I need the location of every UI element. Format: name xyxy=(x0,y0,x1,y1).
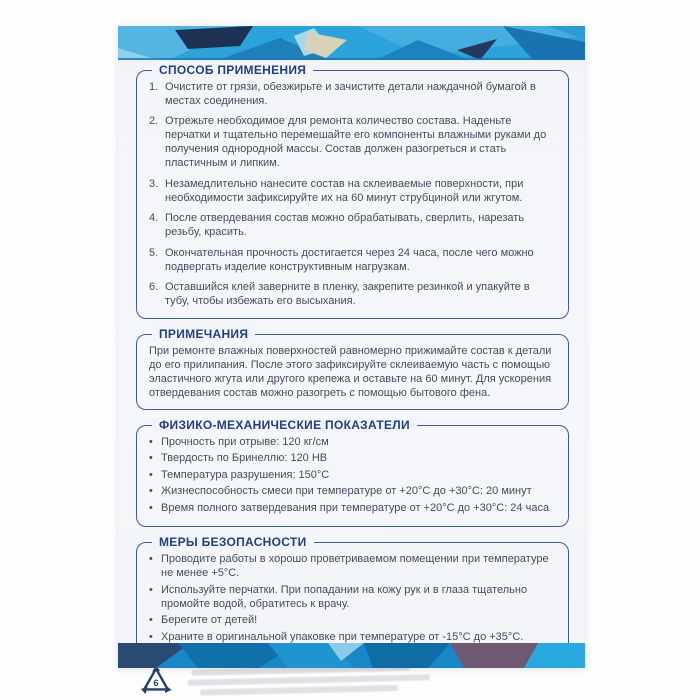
property-text: Время полного затвердевания при температуре от +20°С до +30°С: 24 часа xyxy=(161,501,550,514)
safety-text: Используйте перчатки. При попадании на кожу рук и в глаза тщательно промойте водой, обратитесь к врачу. xyxy=(161,583,528,610)
recycling-code-number: 6 xyxy=(153,677,159,689)
step-text: Незамедлительно нанесите состав на склеиваемые поверхности, при необходимости зафиксируйте их на 60 минут струбциной или жгутом. xyxy=(165,177,524,204)
safety-item xyxy=(149,553,556,581)
bullet-dot: • xyxy=(149,468,153,481)
embossed-line xyxy=(200,685,398,695)
step-text: Окончательная прочность достигается через 24 часа, после чего можно подвергать изделие конструктивным нагрузкам. xyxy=(165,246,534,273)
top-band-pattern xyxy=(118,26,585,60)
section-notes xyxy=(136,327,569,410)
safety-text: Храните в оригинальной упаковке при температуре от -15°С до +35°С. xyxy=(161,630,524,643)
property-text: Твердость по Бринеллю: 120 НВ xyxy=(161,452,328,465)
label-footer xyxy=(136,665,569,697)
step-text: Отрежьте необходимое для ремонта количество состава. Наденьте перчатки и тщательно перемешайте его компоненты влажными руками до получения однородной массы. Состав должен разогреться и стать пластичным и липким. xyxy=(165,115,547,170)
step-number: 4. xyxy=(149,212,159,225)
bullet-dot: • xyxy=(149,485,153,498)
safety-text: Берегите от детей! xyxy=(161,614,258,627)
instruction-step xyxy=(149,247,556,275)
property-item xyxy=(149,436,556,450)
step-number: 3. xyxy=(149,177,159,190)
section-safety-title: МЕРЫ БЕЗОПАСНОСТИ xyxy=(152,535,314,549)
bullet-dot: • xyxy=(149,452,153,465)
section-usage-instructions xyxy=(136,63,569,319)
property-text: Температура разрушения: 150°С xyxy=(161,468,330,481)
safety-item xyxy=(149,614,556,628)
section-properties-title: ФИЗИКО-МЕХАНИЧЕСКИЕ ПОКАЗАТЕЛИ xyxy=(152,418,417,432)
section-safety xyxy=(136,535,569,656)
property-item xyxy=(149,469,556,483)
recycling-triangle-icon xyxy=(140,665,172,695)
step-number: 1. xyxy=(149,81,159,93)
bullet-dot: • xyxy=(149,501,153,514)
property-text: Жизнеспособность смеси при температуре от +20°С до +30°С: 20 минут xyxy=(161,485,532,498)
notes-text: При ремонте влажных поверхностей равномерно прижимайте состав к детали до его прилипания. После этого зафиксируйте склеиваемую часть с помощью эластичного жгута или другого крепежа и оставьте на 60 минут. Для ускорения отвердевания состав можно разогреть с помощью бытового фена. xyxy=(149,345,552,399)
product-label-package xyxy=(118,26,585,689)
instruction-step xyxy=(149,115,556,171)
property-item xyxy=(149,502,556,516)
instruction-step xyxy=(149,81,556,109)
step-text: Оставшийся клей заверните в пленку, закрепите резинкой и упакуйте в тубу, чтобы избежать его высыхания. xyxy=(165,281,530,308)
property-text: Прочность при отрыве: 120 кг/см xyxy=(161,435,329,448)
bullet-dot: • xyxy=(149,614,153,627)
instruction-step xyxy=(149,212,556,240)
step-number: 6. xyxy=(149,281,159,294)
property-item xyxy=(149,485,556,499)
bullet-dot: • xyxy=(149,630,153,643)
instruction-step xyxy=(149,178,556,206)
bullet-dot: • xyxy=(149,553,153,566)
safety-item xyxy=(149,584,556,612)
bullet-dot: • xyxy=(149,435,153,448)
label-body xyxy=(118,60,585,689)
bottom-band-pattern xyxy=(118,643,585,668)
step-text: После отвердевания состав можно обрабатывать, сверлить, нарезать резьбу, красить. xyxy=(165,212,525,239)
step-number: 5. xyxy=(149,246,159,259)
step-text: Очистите от грязи, обезжирьте и зачистите детали наждачной бумагой в местах соединения. xyxy=(165,81,536,107)
section-usage-title: СПОСОБ ПРИМЕНЕНИЯ xyxy=(152,63,313,77)
section-notes-title: ПРИМЕЧАНИЯ xyxy=(152,327,255,341)
top-geometric-band xyxy=(118,26,585,60)
embossed-print-lines xyxy=(192,664,431,699)
step-number: 2. xyxy=(149,115,159,128)
section-properties xyxy=(136,417,569,527)
bullet-dot: • xyxy=(149,583,153,596)
instruction-step xyxy=(149,281,556,309)
property-item xyxy=(149,452,556,466)
bottom-geometric-band xyxy=(118,643,585,668)
safety-text: Проводите работы в хорошо проветриваемом помещении при температуре не менее +5°С. xyxy=(161,553,549,580)
